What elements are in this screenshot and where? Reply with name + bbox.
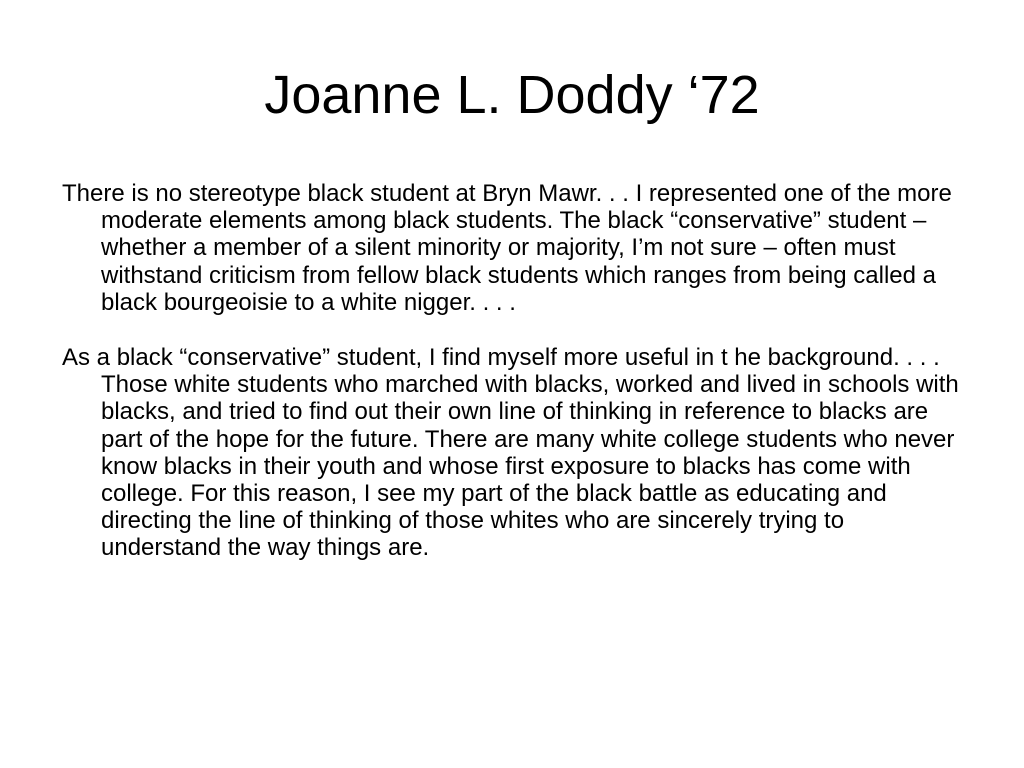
slide-body <box>62 180 967 590</box>
quote-paragraph-1: There is no stereotype black student at Bryn Mawr. . . I represented one of the more moderate elements among black students. The black “conservative” student – whether a member of a silent minority or majority, I’m not sure – often must withstand criticism from fellow black students which ranges from being called a black bourgeoisie to a white nigger. . . . <box>62 180 952 316</box>
slide-title: Joanne L. Doddy ‘72 <box>264 65 760 125</box>
quote-paragraph-2: As a black “conservative” student, I find myself more useful in t he background. . . . Those white students who marched with blacks, worked and lived in schools with blacks, and tried to find out their own line of thinking in reference to blacks are part of the hope for the future. There are many white college students who never know blacks in their youth and whose first exposure to blacks has come with college. For this reason, I see my part of the black battle as educating and directing the line of thinking of those whites who are sincerely trying to understand the way things are. <box>62 344 959 562</box>
